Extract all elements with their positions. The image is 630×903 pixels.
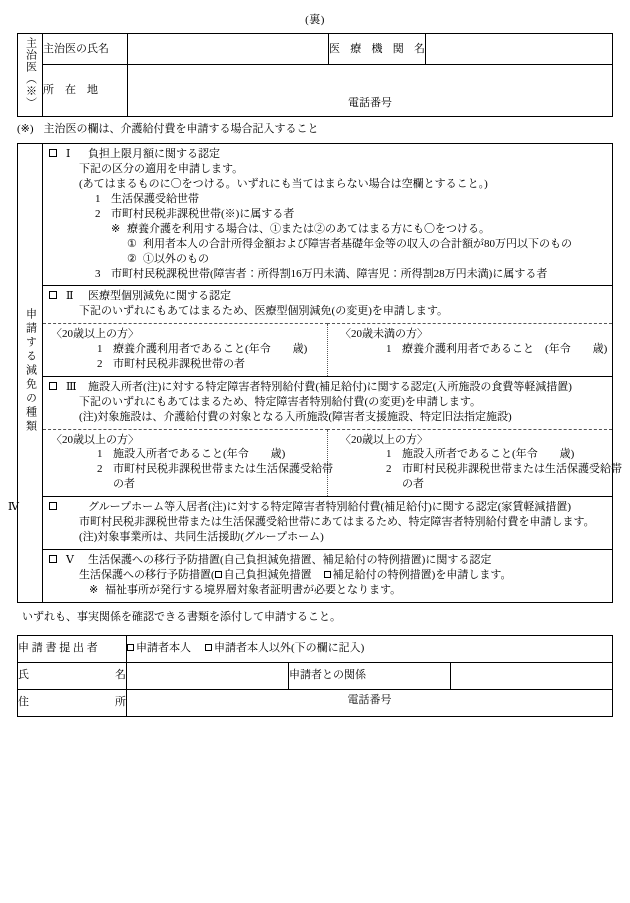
section-4-title: グループホーム等入居者(注)に対する特定障害者特別給付費(補足給付)に関する認定(家賃軽減措置) xyxy=(88,501,572,514)
section-3-left-item-1-label: 施設入所者であること(年令 歳) xyxy=(113,448,286,461)
section-1-option-3[interactable] xyxy=(49,267,608,282)
attending-doctor-note xyxy=(17,122,630,137)
section-2 xyxy=(43,286,612,376)
section-4-heading xyxy=(8,500,608,515)
table-row xyxy=(18,33,613,65)
table-row xyxy=(18,662,613,689)
section-5-special-benefit-label: 補足給付の特例措置 xyxy=(332,569,432,582)
section-3-heading xyxy=(49,380,608,395)
section-1-suboption-1-number: ① xyxy=(127,237,137,250)
section-1-option-1-number: 1 xyxy=(95,192,101,205)
section-2-left-column xyxy=(43,324,328,376)
section-1-option-3-number: 3 xyxy=(95,267,101,280)
section-2-columns xyxy=(43,323,612,376)
section-3-numeral: Ⅲ xyxy=(66,380,77,393)
table-row xyxy=(18,65,613,117)
submitter-label: 申 請 書 提 出 者 xyxy=(18,635,127,662)
section-4-line-2: (注)対象事業所は、共同生活援助(グループホーム) xyxy=(79,531,324,544)
section-5-heading xyxy=(49,553,608,568)
section-1-title: 負担上限月額に関する認定 xyxy=(88,147,220,160)
section-5-special-benefit-checkbox[interactable] xyxy=(324,571,331,578)
submitter-address-input[interactable] xyxy=(127,689,613,716)
section-3-left-item-1[interactable] xyxy=(51,447,323,462)
section-1-numeral: Ⅰ xyxy=(66,147,71,160)
sheet-side-label: (裏) xyxy=(305,14,325,26)
section-2-right-head: 〈20歳未満の方〉 xyxy=(340,328,428,341)
section-1-subnote-marker: ※ xyxy=(111,222,121,235)
section-1-line-2: (あてはまるものに〇をつける。いずれにも当てはまらない場合は空欄とすること。) xyxy=(79,177,488,190)
section-1-option-3-label: 市町村民税課税世帯(障害者：所得割16万円未満、障害児：所得割28万円未満)に属する者 xyxy=(111,267,548,280)
section-3-right-item-1[interactable] xyxy=(340,447,608,462)
section-2-right-column xyxy=(328,324,613,376)
section-4-numeral: Ⅳ xyxy=(8,501,19,514)
section-3-right-item-1-label: 施設入所者であること(年令 歳) xyxy=(402,448,575,461)
section-2-right-item-1-label: 療養介護利用者であること (年令 歳) xyxy=(402,342,608,355)
medical-institution-input[interactable] xyxy=(426,33,613,65)
section-1-suboption-2[interactable] xyxy=(49,252,608,267)
section-1-option-1[interactable] xyxy=(49,192,608,207)
section-3-left-head: 〈20歳以上の方〉 xyxy=(51,433,139,446)
section-2-right-item-1[interactable] xyxy=(340,342,608,357)
submitter-relation-input[interactable] xyxy=(451,662,613,689)
section-1-suboption-1[interactable] xyxy=(49,237,608,252)
section-3-right-head: 〈20歳以上の方〉 xyxy=(340,433,428,446)
section-2-left-item-2-label: 市町村民税非課税世帯の者 xyxy=(113,357,245,370)
section-2-left-item-2[interactable] xyxy=(51,357,323,372)
section-2-title: 医療型個別減免に関する認定 xyxy=(88,290,231,303)
section-1-option-1-label: 生活保護受給世帯 xyxy=(111,192,199,205)
section-3-line-2: (注)対象施設は、介護給付費の対象となる入所施設(障害者支援施設、特定旧法指定施設) xyxy=(79,410,512,423)
section-2-right-item-1-number: 1 xyxy=(386,342,392,355)
section-3-left-item-2-number: 2 xyxy=(97,463,103,476)
table-row xyxy=(18,635,613,662)
section-3-title: 施設入所者(注)に対する特定障害者特別給付費(補足給付)に関する認定(入所施設の食費等軽減措置) xyxy=(88,380,572,393)
section-1-line-1: 下記の区分の適用を申請します。 xyxy=(79,162,244,175)
section-5-post-text: )を申請します。 xyxy=(431,569,512,582)
section-2-left-item-1-label: 療養介護利用者であること(年令 歳) xyxy=(113,342,308,355)
section-1 xyxy=(43,144,612,287)
section-2-numeral: Ⅱ xyxy=(66,290,74,303)
submitter-other-label: 申請者本人以外(下の欄に記入) xyxy=(214,642,365,655)
section-5-note-marker: ※ xyxy=(89,584,99,596)
section-3-columns xyxy=(43,429,622,496)
section-3-checkbox[interactable] xyxy=(49,382,57,390)
section-5-pre-text: 生活保護への移行予防措置( xyxy=(79,569,215,582)
section-3-right-item-2-number: 2 xyxy=(386,463,392,476)
submitter-relation-label: 申請者との関係 xyxy=(289,662,451,689)
section-1-option-2-label: 市町村民税非課税世帯(※)に属する者 xyxy=(111,207,295,220)
table-row xyxy=(43,324,612,376)
doctor-tel-label: 電話番号 xyxy=(348,96,392,109)
section-2-left-head: 〈20歳以上の方〉 xyxy=(51,328,139,341)
section-2-left-item-2-number: 2 xyxy=(97,357,103,370)
note-text: 主治医の欄は、介護給付費を申請する場合記入すること xyxy=(43,123,319,136)
reduction-type-side-label xyxy=(18,143,43,602)
table-row xyxy=(43,429,612,496)
section-4 xyxy=(8,497,612,550)
section-2-checkbox[interactable] xyxy=(49,291,57,299)
applicant-submitter-table xyxy=(17,635,613,717)
doctor-address-input[interactable] xyxy=(128,65,613,117)
submitter-self-label: 申請者本人 xyxy=(136,642,191,655)
section-1-suboption-1-label: 利用者本人の合計所得金額および障害者基礎年金等の収入の合計額が80万円以下のもの xyxy=(143,237,572,250)
section-1-heading xyxy=(49,147,608,162)
section-3-right-item-2[interactable] xyxy=(340,462,622,477)
section-5-note xyxy=(49,583,608,598)
section-5-numeral: Ⅴ xyxy=(66,554,74,567)
section-3-line-1: 下記のいずれにもあてはまるため、特定障害者特別給付費(の変更)を申請します。 xyxy=(79,395,482,408)
doctor-name-input[interactable] xyxy=(128,33,329,65)
section-5-checkbox[interactable] xyxy=(49,555,57,563)
attending-doctor-table xyxy=(17,33,613,118)
section-5-application-line xyxy=(49,568,608,583)
section-5-self-burden-label: 自己負担減免措置 xyxy=(223,569,312,582)
section-2-left-item-1-number: 1 xyxy=(97,342,103,355)
section-4-line-1: 市町村民税非課税世帯または生活保護受給世帯にあてはまるため、特定障害者特別給付費を申請します。 xyxy=(79,516,595,529)
section-3-left-column xyxy=(43,429,333,496)
section-1-suboption-2-label: ①以外のもの xyxy=(143,252,209,265)
section-3-right-item-2-cont: の者 xyxy=(402,478,424,491)
attending-doctor-side-label xyxy=(18,33,43,117)
section-3-right-item-2-label: 市町村民税非課税世帯または生活保護受給帯 xyxy=(402,463,622,476)
reduction-type-table xyxy=(8,143,622,603)
section-1-suboption-2-number: ② xyxy=(127,252,137,265)
section-5-self-burden-checkbox[interactable] xyxy=(215,571,222,578)
section-1-option-2-number: 2 xyxy=(95,207,101,220)
section-1-subnote xyxy=(49,222,608,237)
section-3-left-item-2-cont: の者 xyxy=(113,478,135,491)
section-1-subnote-text: 療養介護を利用する場合は、①または②のあてはまる方にも〇をつける。 xyxy=(127,222,490,235)
closing-note: いずれも、事実関係を確認できる書類を添付して申請すること。 xyxy=(22,610,341,623)
section-4-checkbox[interactable] xyxy=(49,502,57,510)
section-1-option-2[interactable] xyxy=(49,207,608,222)
submitter-options xyxy=(127,635,613,662)
submitter-self-checkbox[interactable] xyxy=(127,644,134,651)
submitter-tel-label: 電話番号 xyxy=(347,693,392,706)
section-3-right-column xyxy=(328,429,622,496)
note-marker: (※) xyxy=(17,123,34,136)
section-3-right-item-1-number: 1 xyxy=(386,448,392,461)
submitter-name-label: 氏 名 xyxy=(18,662,127,689)
submitter-other-checkbox[interactable] xyxy=(205,644,212,651)
table-row xyxy=(18,689,613,716)
reduction-type-side-label-text: 申請する減免の種類 xyxy=(24,307,37,434)
attending-doctor-side-label-text: 主治医（※） xyxy=(24,36,37,109)
submitter-name-input[interactable] xyxy=(127,662,289,689)
section-2-heading xyxy=(49,289,608,304)
medical-institution-label: 医 療 機 関 名 xyxy=(329,33,426,65)
section-5-note-text: 福祉事所が発行する境界層対象者証明書が必要となります。 xyxy=(105,584,402,596)
table-row xyxy=(18,143,613,602)
doctor-name-label: 主治医の氏名 xyxy=(43,33,128,65)
doctor-address-label: 所 在 地 xyxy=(43,65,128,117)
section-3 xyxy=(43,377,622,497)
section-3-left-item-2[interactable] xyxy=(51,462,333,477)
section-1-checkbox[interactable] xyxy=(49,149,57,157)
section-5 xyxy=(43,550,612,602)
section-3-left-item-1-number: 1 xyxy=(97,448,103,461)
submitter-address-label: 住 所 xyxy=(18,689,127,716)
section-5-title: 生活保護への移行予防措置(自己負担減免措置、補足給付の特例措置)に関する認定 xyxy=(88,554,492,567)
section-3-left-item-2-label: 市町村民税非課税世帯または生活保護受給帯 xyxy=(113,463,333,476)
section-2-line-1: 下記のいずれにもあてはまるため、医療型個別減免(の変更)を申請します。 xyxy=(79,305,449,318)
section-2-left-item-1[interactable] xyxy=(51,342,323,357)
